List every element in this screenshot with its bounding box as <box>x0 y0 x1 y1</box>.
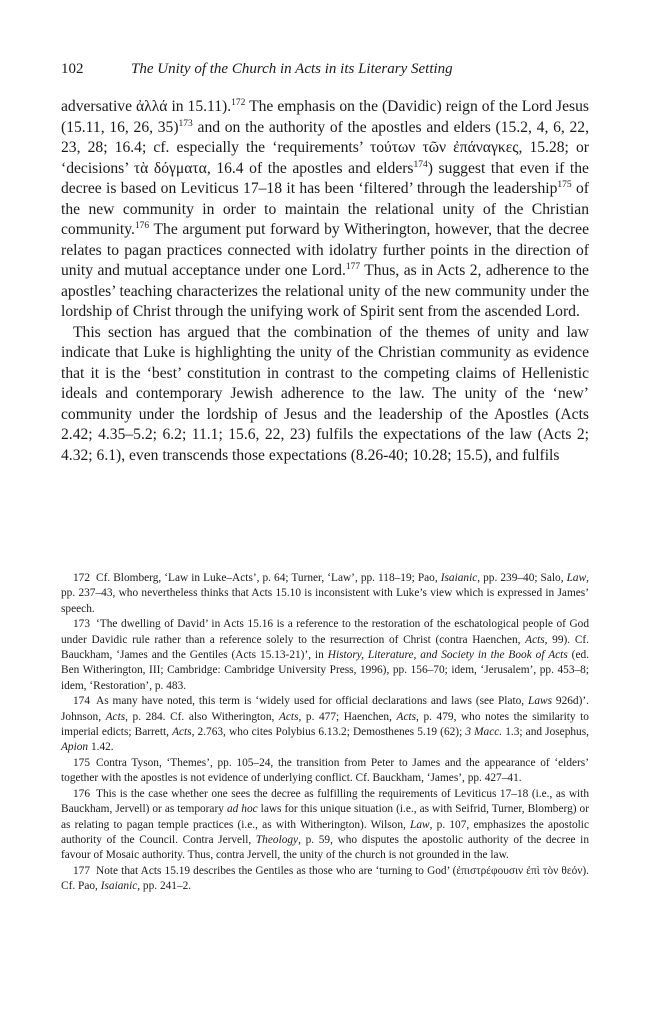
footnote-number: 173 <box>73 618 91 631</box>
footnote-number: 176 <box>73 787 91 800</box>
italic-title: Isaianic <box>100 880 138 893</box>
text-run: ) suggest that even if the decree is based on Leviticus 17–18 it has been ‘filtered’ through the leadership <box>61 159 589 197</box>
paragraph-1 <box>61 97 589 323</box>
italic-title: 3 Macc. <box>465 726 503 739</box>
text-run: , p. 477; Haenchen, <box>298 710 397 723</box>
italic-term: ad hoc <box>226 803 258 816</box>
footnote-ref-177[interactable]: 177 <box>345 262 361 272</box>
italic-title: Acts <box>525 633 545 646</box>
footnote-ref-172[interactable]: 172 <box>231 98 246 108</box>
running-title: The Unity of the Church in Acts in its Literary Setting <box>131 61 453 77</box>
text-run: Cf. Blomberg, ‘Law in Luke–Acts’, p. 64; Turner, ‘Law’, pp. 118–19; Pao, <box>96 572 441 584</box>
paragraph-2: This section has argued that the combination of the themes of unity and law indicate that Luke is highlighting the unity of the Christian community as evidence that it is the ‘best’ constitution in contrast to the competing claims of Hellenistic ideals and contemporary Jewish adherence to the law. The unity of the ‘new’ community under the lordship of Jesus and the leadership of the Apostles (Acts 2.42; 4.35–5.2; 6.2; 11.1; 15.6, 22, 23) fulfils the expectations of the law (Acts 2; 4.32; 6.1), even transcends those expectations (8.26-40; 10.28; 15.5), and fulfils <box>61 323 589 464</box>
italic-title: Law <box>410 818 430 831</box>
italic-title: Acts <box>278 710 299 723</box>
footnote-ref-174[interactable]: 174 <box>413 159 428 170</box>
italic-title: Acts <box>396 710 417 723</box>
text-run: , 2.763, who cites Polybius 6.13.2; Demosthenes 5.19 (62); <box>191 726 466 739</box>
text-run: The emphasis on the (Davidic) reign of the Lord Jesus (15.11, 16, 26, 35) <box>61 98 589 136</box>
text-run: The argument put forward by Witherington, however, that the decree relates to pagan practices connected with idolatry further points in the direction of unity and mutual acceptance under one Lord. <box>61 221 589 279</box>
italic-title: Laws <box>528 695 553 708</box>
footnote-ref-175[interactable]: 175 <box>557 180 572 190</box>
italic-title: Theology <box>255 833 299 846</box>
italic-title: Acts <box>172 726 192 739</box>
italic-title: Law <box>566 572 587 584</box>
text-run: , pp. 241–2. <box>137 880 192 893</box>
text-run: , pp. 237–43, who nevertheless thinks that Acts 15.10 is inconsistent with Luke’s view which is expressed in James’ speech. <box>61 572 590 615</box>
text-run: , 99). Cf. Bauckham, ‘James and the Gentiles (Acts 15.13-21)’, in <box>61 633 589 662</box>
text-run: ‘The dwelling of David’ in Acts 15.16 is a reference to the restoration of the eschatological people of God under Davidic rule rather than a reference solely to the resurrection of Christ (contra Haenchen, <box>61 618 589 646</box>
footnote-number: 172 <box>73 572 91 584</box>
footnote-175 <box>61 756 589 787</box>
text-run: 1.42. <box>88 741 114 754</box>
footnote-176 <box>61 787 589 864</box>
text-run: , p. 107, emphasizes the apostolic authority of the Council. Contra Jervell, <box>61 818 589 846</box>
footnote-172 <box>61 571 589 617</box>
text-run: Contra Tyson, ‘Themes’, pp. 105–24, the transition from Peter to James and the appearance of ‘elders’ together with the apostles is not evidence of underlying conflict. Cf. Bauckham, ‘James’, pp. 427–41. <box>61 756 589 785</box>
text-run: , p. 59, who disputes the apostolic authority of the decree in favour of Mosaic authority. Thus, contra Jervell, the unity of the church is not grounded in the law. <box>61 833 589 862</box>
text-run: 1.3; and Josephus, <box>502 726 589 739</box>
footnotes <box>61 571 589 895</box>
text-run: , pp. 239–40; Salo, <box>477 572 567 584</box>
text-run: Thus, as in Acts 2, adherence to the apostles’ teaching characterizes the relational unity of the new community under the lordship of Christ through the unifying work of Spirit sent from the ascended Lord. <box>61 262 589 320</box>
footnote-177 <box>61 864 589 895</box>
main-text <box>61 97 589 466</box>
footnote-number: 174 <box>73 695 91 708</box>
text-run: Note that Acts 15.19 describes the Gentiles as those who are ‘turning to God’ (ἐπιστρέφουσιν ἐπὶ τὸν θεόν). Cf. Pao, <box>61 864 589 893</box>
running-head <box>61 60 589 78</box>
text-run: adversative ἀλλά in 15.11). <box>61 98 232 115</box>
page-number: 102 <box>61 61 84 77</box>
footnote-ref-176[interactable]: 176 <box>134 221 150 231</box>
text-run: 926d)’. Johnson, <box>61 695 589 723</box>
text-run: , p. 479, who notes the similarity to imperial edicts; Barrett, <box>61 710 589 739</box>
footnote-174 <box>61 694 589 756</box>
footnote-ref-173[interactable]: 173 <box>178 118 193 129</box>
text-run: , p. 284. Cf. also Witherington, <box>125 710 279 723</box>
text-run: laws for this unique situation (i.e., as with Seifrid, Turner, Blomberg) or as relating to pagan temple practices (i.e., as with Witherington). Wilson, <box>61 803 589 831</box>
italic-title: Apion <box>61 741 89 754</box>
footnote-number: 177 <box>73 864 91 877</box>
italic-title: Isaianic <box>440 572 478 584</box>
text-run: As many have noted, this term is ‘widely used for official declarations and laws (see Plato, <box>96 695 529 708</box>
italic-title: History, Literature, and Society in the Book of Acts <box>327 649 568 662</box>
text-run: (ed. Ben Witherington, III; Cambridge: Cambridge University Press, 1996), pp. 156–70; idem, ‘Jerusalem’, pp. 453–8; idem, ‘Restoration’, p. 483. <box>61 649 589 692</box>
text-run: This is the case whether one sees the decree as fulfilling the requirements of Leviticus 17–18 (i.e., as with Bauckham, Jervell) or as temporary <box>61 787 589 816</box>
italic-title: Acts <box>105 710 126 723</box>
footnote-173 <box>61 617 589 694</box>
text-run: and on the authority of the apostles and elders (15.2, 4, 6, 22, 23, 28; 16.4; cf. especially the ‘requirements’ τούτων τῶν ἐπάναγκες, 15.28; or ‘decisions’ τὰ δόγματα, 16.4 of the apostles and elders <box>61 118 589 177</box>
footnote-number: 175 <box>73 756 91 769</box>
text-run: of the new community in order to maintain the relational unity of the Christian community. <box>61 180 589 238</box>
